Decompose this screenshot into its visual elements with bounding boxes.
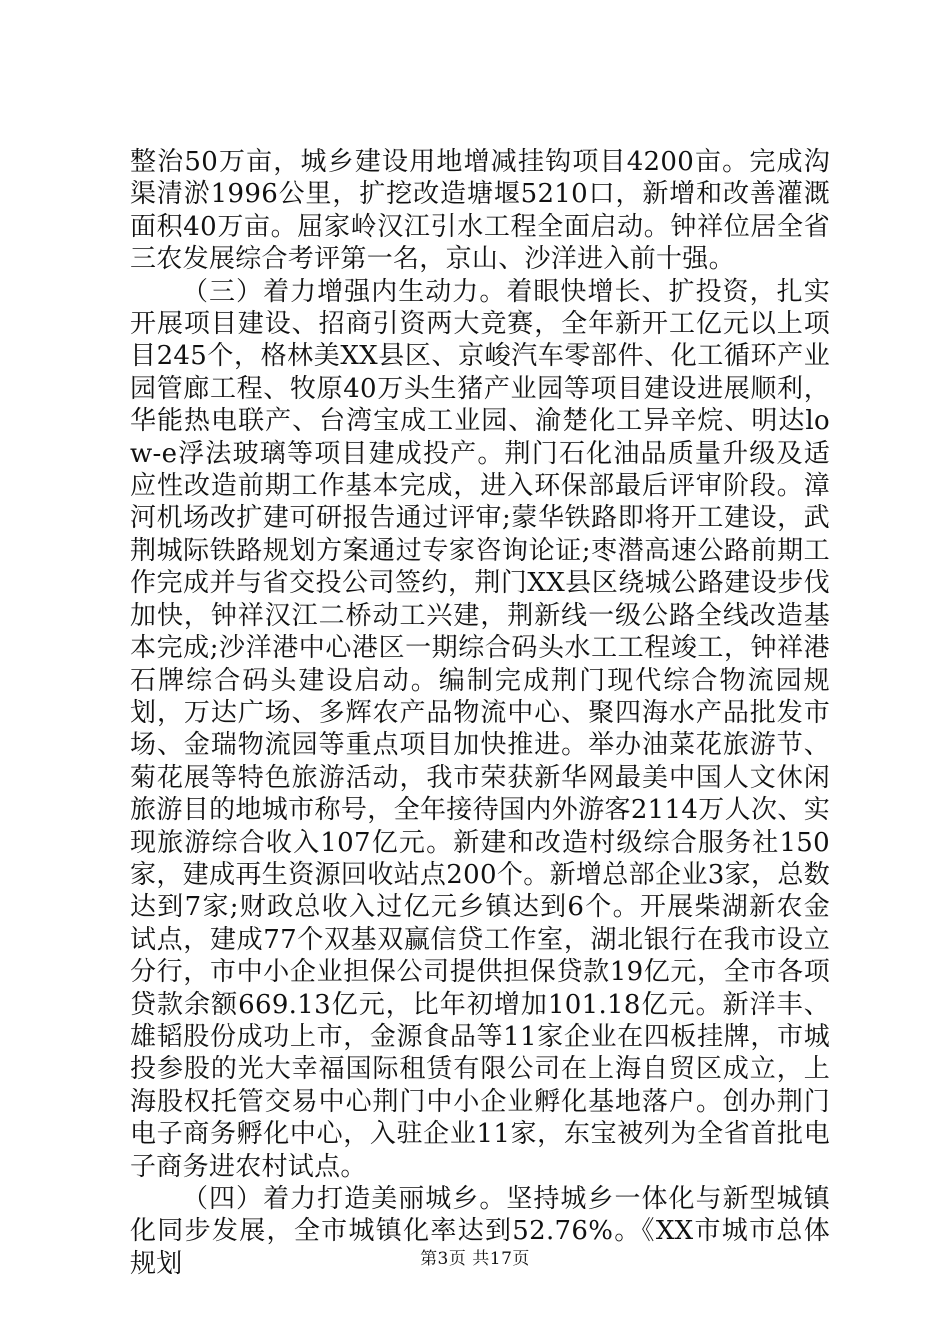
document-body [130,146,830,1280]
paragraph-1: 整治50万亩，城乡建设用地增减挂钩项目4200亩。完成沟渠清淤1996公里，扩挖改造塘堰5210口，新增和改善灌溉面积40万亩。屈家岭汉江引水工程全面启动。钟祥位居全省三农发展综合考评第一名，京山、沙洋进入前十强。 [130,147,830,275]
page-footer: 第3页 共17页 [420,1249,530,1269]
paragraph-2: （三）着力增强内生动力。着眼快增长、扩投资，扎实开展项目建设、招商引资两大竞赛，全年新开工亿元以上项目245个，格林美XX县区、京峻汽车零部件、化工循环产业园管廊工程、牧原40万头生猪产业园等项目建设进展顺利，华能热电联产、台湾宝成工业园、渝楚化工异辛烷、明达low-e浮法玻璃等项目建成投产。荆门石化油品质量升级及适应性改造前期工作基本完成，进入环保部最后评审阶段。漳河机场改扩建可研报告通过评审;蒙华铁路即将开工建设，武荆城际铁路规划方案通过专家咨询论证;枣潜高速公路前期工作完成并与省交投公司签约，荆门XX县区绕城公路建设步伐加快，钟祥汉江二桥动工兴建，荆新线一级公路全线改造基本完成;沙洋港中心港区一期综合码头水工工程竣工，钟祥港石牌综合码头建设启动。编制完成荆门现代综合物流园规划，万达广场、多辉农产品物流中心、聚四海水产品批发市场、金瑞物流园等重点项目加快推进。举办油菜花旅游节、菊花展等特色旅游活动，我市荣获新华网最美中国人文休闲旅游目的地城市称号，全年接待国内外游客2114万人次、实现旅游综合收入107亿元。新建和改造村级综合服务社150家，建成再生资源回收站点200个。新增总部企业3家，总数达到7家;财政总收入过亿元乡镇达到6个。开展柴湖新农金试点，建成77个双基双赢信贷工作室，湖北银行在我市设立分行，市中小企业担保公司提供担保贷款19亿元，全市各项贷款余额669.13亿元，比年初增加101.18亿元。新洋丰、雄韬股份成功上市，金源食品等11家企业在四板挂牌，市城投参股的光大幸福国际租赁有限公司在上海自贸区成立，上海股权托管交易中心荆门中小企业孵化基地落户。创办荆门电子商务孵化中心，入驻企业11家，东宝被列为全省首批电子商务进农村试点。 [130,276,830,1182]
paragraph-3: （四）着力打造美丽城乡。坚持城乡一体化与新型城镇化同步发展，全市城镇化率达到52.76%。《XX市城市总体规划 [130,1184,830,1279]
